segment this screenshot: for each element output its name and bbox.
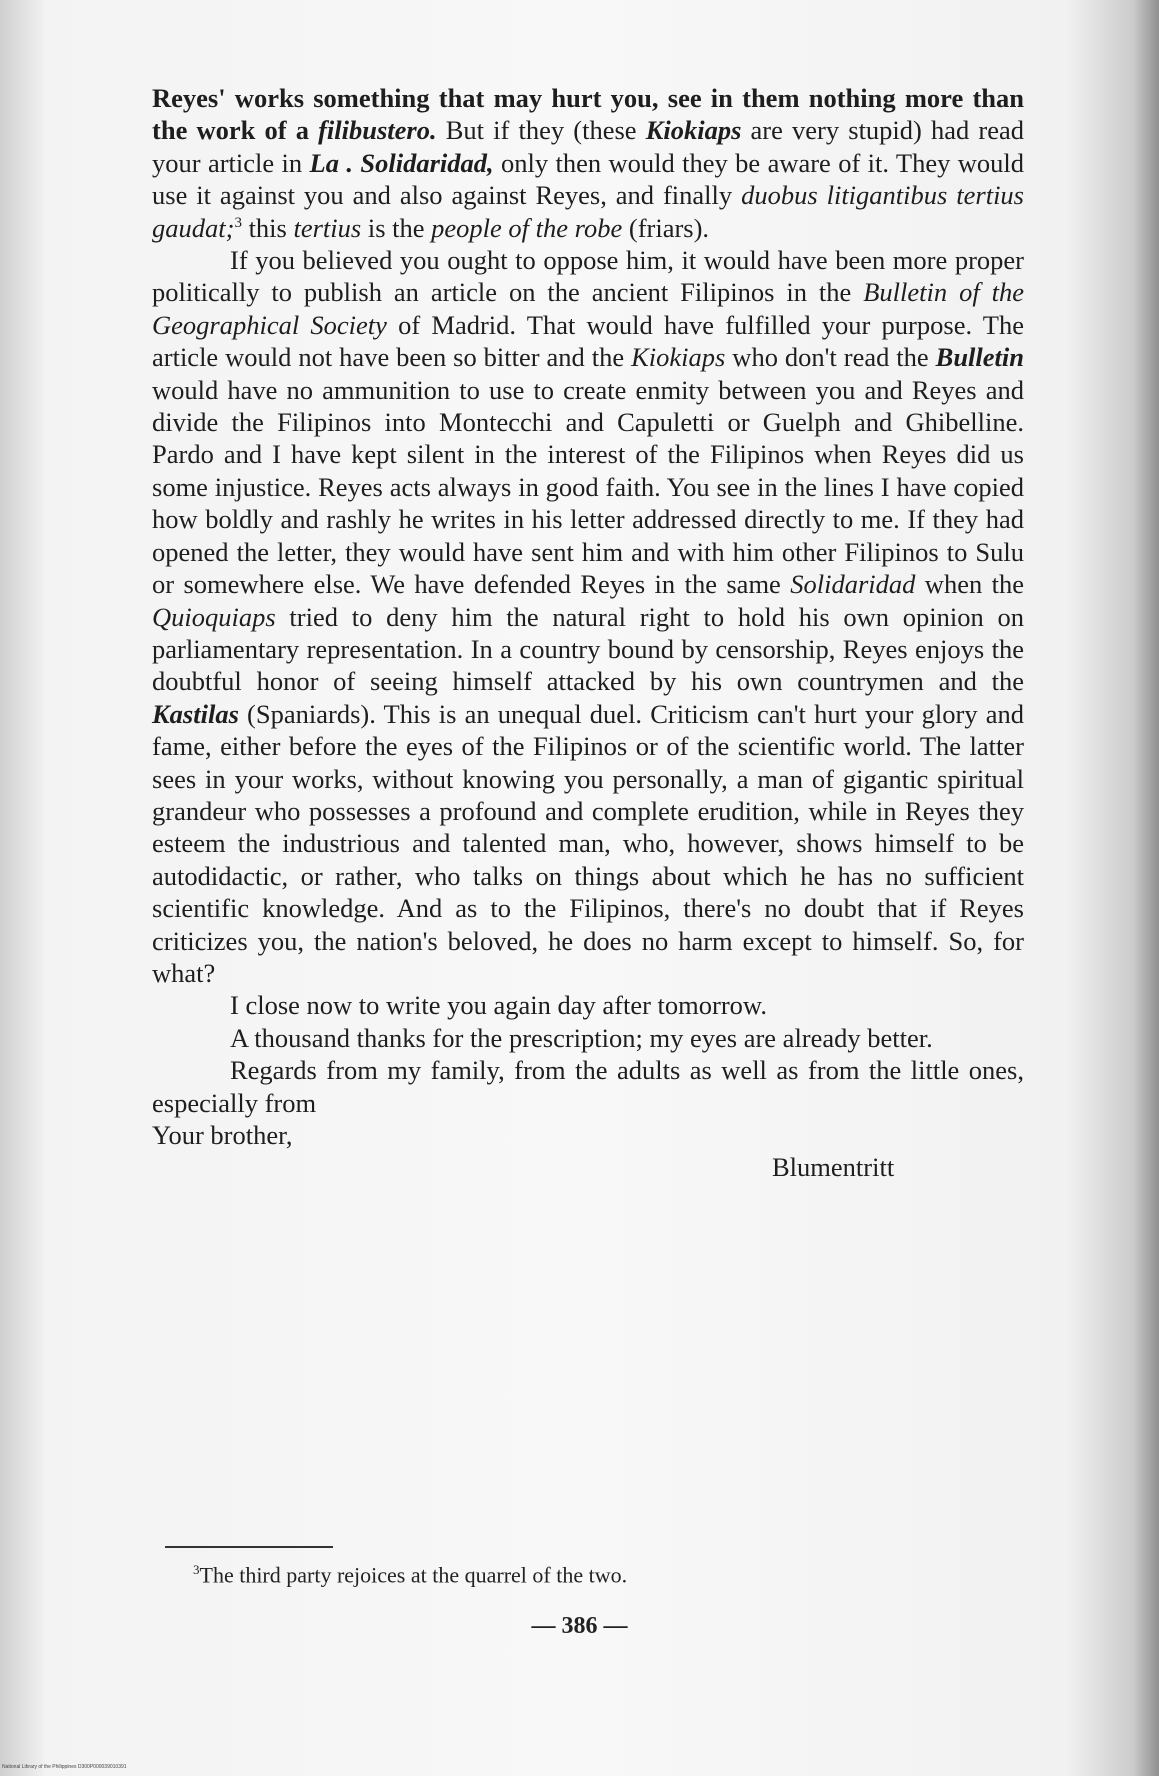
text-run: tried to deny him the natural right to hold his own opinion on parliamentary representation. In a country bound by censorship, Reyes enjoys the doubtful honor of seeing himself attacked by his own countrymen and the	[152, 601, 1024, 697]
text-run: Bulletin of the Geographical Society	[152, 277, 1024, 340]
text-run: tertius	[293, 212, 362, 243]
text-run: Solidaridad	[790, 569, 916, 600]
scan-credit: National Library of the Philippines D300P000039010391	[2, 1764, 127, 1770]
text-run: But if they (these	[436, 115, 646, 146]
text-run: filibustero.	[318, 115, 437, 146]
text-run: La . Solidaridad,	[309, 147, 494, 178]
text-run: people of the robe	[431, 212, 623, 243]
text-run: Kastilas	[152, 698, 239, 729]
text-run: when the	[915, 569, 1024, 600]
text-run: (Spaniards). This is an unequal duel. Criticism can't hurt your glory and fame, either before the eyes of the Filipinos or of the scientific world. The latter sees in your works, without knowing you personally, a man of gigantic spiritual grandeur who possesses a profound and complete erudition, while in Reyes they esteem the industrious and talented man, who, however, shows himself to be autodidactic, or rather, who talks on things about which he has no sufficient scientific knowledge. And as to the Filipinos, there's no doubt that if Reyes criticizes you, the nation's beloved, he does no harm except to himself. So, for what?	[152, 698, 1024, 988]
text-run: duobus litigantibus tertius gaudat;	[152, 180, 1024, 243]
signature: Blumentritt	[772, 1152, 895, 1182]
text-run: Kiokiaps	[631, 342, 726, 373]
paragraph-5: Regards from my family, from the adults as well as from the little ones, especially from	[152, 1055, 1024, 1118]
paragraph-1	[152, 82, 1024, 244]
paragraph-3: I close now to write you again day after tomorrow.	[230, 990, 767, 1021]
text-run: If you believed you ought to oppose him, it would have been more proper politically to publish an article on the ancient Filipinos in the	[152, 245, 1024, 308]
paragraph-2	[152, 244, 1024, 989]
text-run: only then would they be aware of it. They would use it against you and also against Reyes, and finally	[152, 147, 1024, 211]
footnote	[193, 1556, 993, 1589]
footnote-marker: 3	[193, 1562, 200, 1577]
text-run: this	[241, 212, 294, 243]
page-number: — 386 —	[531, 1613, 628, 1639]
text-run: of Madrid. That would have fulfilled your purpose. The article would not have been so bitter and the	[152, 309, 1024, 373]
text-run: is the	[361, 212, 432, 243]
text-run: Reyes' works something that may hurt you, see in them nothing more than the work of a	[152, 83, 1024, 146]
letter-body	[152, 82, 1024, 1183]
text-run: Bulletin	[935, 342, 1025, 373]
text-run: are very stupid) had read your article in	[152, 115, 1024, 178]
text-run: 3	[234, 214, 242, 231]
footnote-text: The third party rejoices at the quarrel of the two.	[199, 1562, 628, 1588]
text-run: (friars).	[622, 212, 710, 243]
paragraph-4: A thousand thanks for the prescription; my eyes are already better.	[230, 1022, 933, 1053]
text-run: Quioquiaps	[152, 601, 276, 632]
text-run: Kiokiaps	[645, 115, 742, 146]
text-run: would have no ammunition to use to create enmity between you and Reyes and divide the Filipinos into Montecchi and Capuletti or Guelph and Ghibelline. Pardo and I have kept silent in the interest of the Filipinos when Reyes did us some injustice. Reyes acts always in good faith. You see in the lines I have copied how boldly and rashly he writes in his letter addressed directly to me. If they had opened the letter, they would have sent him and with him other Filipinos to Sulu or somewhere else. We have defended Reyes in the same	[152, 374, 1024, 600]
footnote-divider	[165, 1546, 333, 1548]
text-run: who don't read the	[725, 342, 936, 373]
page-edge-shadow	[1133, 0, 1159, 1776]
closing-line: Your brother,	[152, 1120, 293, 1150]
